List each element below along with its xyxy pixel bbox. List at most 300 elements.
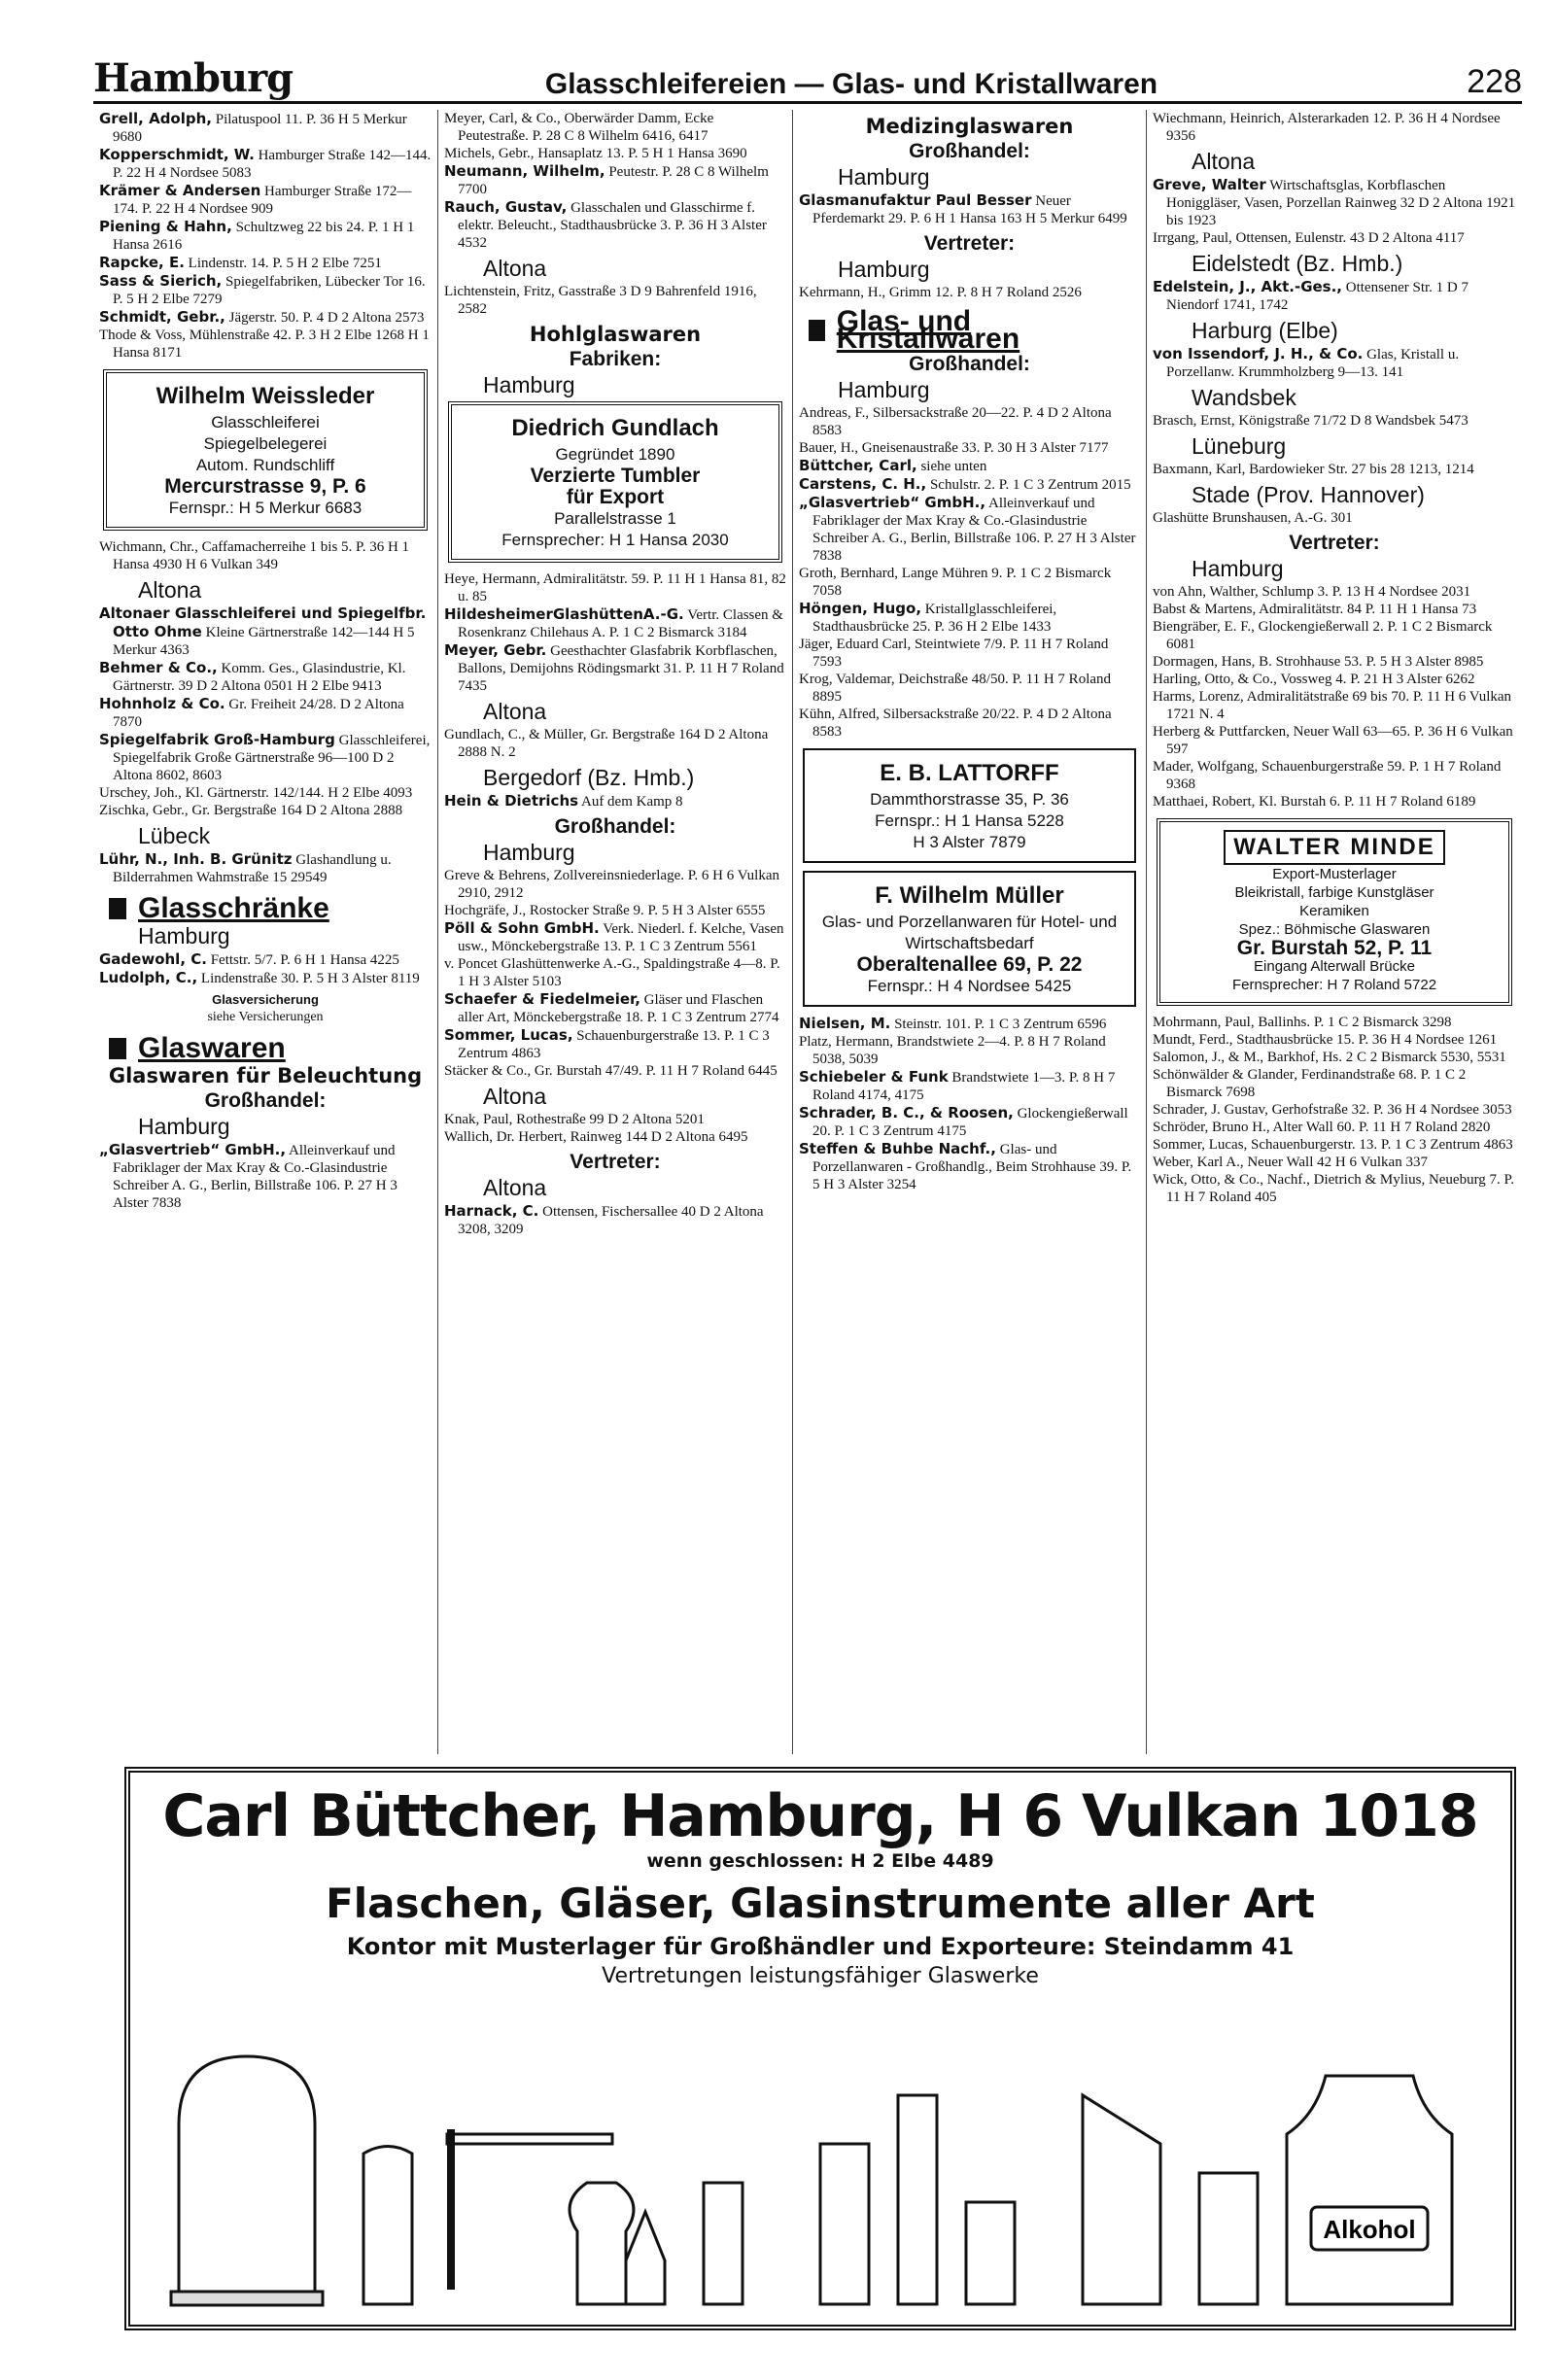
directory-entry: [444, 990, 786, 1026]
directory-entry: [1153, 278, 1516, 314]
entry-name: Sommer, Lucas,: [444, 1026, 573, 1044]
entry-details: Glashandlung u. Bilderrahmen Wahmstraße 15 29549: [113, 852, 392, 885]
tube-icon: [820, 2144, 869, 2304]
section-heading: [109, 1032, 432, 1064]
entry-details: Kristallglasschleiferei, Stadthausbrücke 25. P. 36 H 2 Elbe 1433: [812, 602, 1057, 635]
entry-details: Hamburger Straße 172—174. P. 22 H 4 Nordsee 909: [113, 184, 412, 217]
entry-details: Wallich, Dr. Herbert, Rainweg 144 D 2 Altona 6495: [444, 1129, 748, 1145]
entry-details: Irrgang, Paul, Ottensen, Eulenstr. 43 D 2 Altona 4117: [1153, 230, 1465, 246]
square-bullet-icon: [109, 1038, 126, 1059]
entry-details: Alleinverkauf und Fabriklager der Max Kray & Co.-Glasindustrie Schreiber A. G., Berlin, Billstraße 106. P. 27 H 3 Alster 7838: [812, 496, 1136, 564]
ad-line: für Export: [566, 486, 665, 508]
subheading: Fabriken:: [569, 348, 662, 370]
ad-title: Diedrich Gundlach: [511, 415, 719, 441]
entry-details: Heye, Hermann, Admiralitätstr. 59. P. 11 H 1 Hansa 81, 82 u. 85: [444, 571, 786, 604]
directory-entry: [99, 802, 432, 819]
place-heading: Altona: [483, 256, 547, 281]
entry-name: Krämer & Andersen: [99, 182, 261, 199]
directory-entry: [99, 604, 432, 659]
header-section-title: Glasschleifereien — Glas- und Kristallwaren: [544, 68, 1158, 100]
entry-name: Gadewohl, C.: [99, 950, 207, 968]
entry-details: Meyer, Carl, & Co., Oberwärder Damm, Ecke Peutestraße. P. 28 C 8 Wilhelm 6416, 6417: [444, 111, 714, 144]
entry-details: Gundlach, C., & Müller, Gr. Bergstraße 164 D 2 Altona 2888 N. 2: [444, 727, 769, 760]
page-number: 228: [1467, 63, 1522, 100]
directory-entry: [799, 457, 1140, 475]
glassware-illustration: [159, 2037, 1491, 2309]
entry-name: Höngen, Hugo,: [799, 600, 922, 617]
entry-details: Thode & Voss, Mühlenstraße 42. P. 3 H 2 Elbe 1268 H 1 Hansa 8171: [99, 328, 430, 361]
entry-details: Krog, Valdemar, Deichstraße 48/50. P. 11 H 7 Roland 8895: [799, 672, 1112, 705]
entry-name: Rauch, Gustav,: [444, 198, 568, 216]
entry-name: Schaefer & Fiedelmeier,: [444, 990, 640, 1008]
directory-entry: [1153, 1154, 1516, 1171]
cross-ref-heading: Glasversicherung: [212, 992, 319, 1007]
entry-details: Geesthachter Glasfabrik Korbflaschen, Ballons, Demijohns Rödingsmarkt 31. P. 11 H 7 Roland 7435: [458, 643, 784, 694]
entry-details: Komm. Ges., Glasindustrie, Kl. Gärtnerstr. 39 D 2 Altona 0501 H 2 Elbe 9413: [113, 661, 406, 694]
square-bullet-icon: [109, 898, 126, 919]
entry-name: Kopperschmidt, W.: [99, 146, 255, 163]
entry-details: Harms, Lorenz, Admiralitätstraße 69 bis 70. P. 11 H 6 Vulkan 1721 N. 4: [1153, 689, 1512, 722]
ad-products: Flaschen, Gläser, Glasinstrumente aller Art: [326, 1880, 1315, 1927]
ad-mueller: [803, 871, 1136, 1007]
entry-details: Knak, Paul, Rothestraße 99 D 2 Altona 5201: [444, 1112, 705, 1127]
directory-entry: [1153, 1101, 1516, 1119]
directory-entry: [799, 404, 1140, 439]
directory-entry: [444, 605, 786, 641]
entry-name: Nielsen, M.: [799, 1015, 891, 1032]
entry-details: Michels, Gebr., Hansaplatz 13. P. 5 H 1 Hansa 3690: [444, 146, 747, 161]
directory-entry: [1153, 1014, 1516, 1031]
entry-details: Schrader, J. Gustav, Gerhofstraße 32. P. 36 H 4 Nordsee 3053: [1153, 1102, 1512, 1118]
directory-entry: [1153, 1031, 1516, 1049]
bottle-icon: [966, 2202, 1015, 2304]
directory-entry: [444, 1062, 786, 1080]
entry-details: Herberg & Puttfarcken, Neuer Wall 63—65. P. 36 H 6 Vulkan 597: [1153, 724, 1513, 757]
entry-details: Schauenburgerstraße 13. P. 1 C 3 Zentrum 4863: [458, 1028, 770, 1061]
entry-name: Büttcher, Carl,: [799, 457, 917, 474]
directory-entry: [1153, 461, 1516, 478]
directory-entry: [1153, 583, 1516, 601]
place-heading: Wandsbek: [1192, 385, 1296, 410]
ad-title: E. B. LATTORFF: [880, 760, 1059, 786]
entry-details: Brasch, Ernst, Königstraße 71/72 D 8 Wandsbek 5473: [1153, 413, 1469, 429]
entry-details: Biengräber, E. F., Glockengießerwall 2. P. 1 C 2 Bismarck 6081: [1153, 619, 1493, 652]
bottle-icon: [898, 2095, 937, 2304]
place-heading: Altona: [483, 1084, 547, 1109]
entry-details: Glas- und Porzellanwaren - Großhandlg., Beim Strohhause 39. P. 5 H 3 Alster 3254: [812, 1142, 1132, 1192]
subheading: Großhandel:: [554, 815, 676, 838]
ad-address: Oberaltenallee 69, P. 22: [856, 953, 1083, 976]
ad-line: Keramiken: [1299, 903, 1369, 919]
entry-details: Platz, Hermann, Brandstwiete 2—4. P. 8 H 7 Roland 5038, 5039: [799, 1034, 1106, 1067]
ad-buettcher: [124, 1767, 1516, 2330]
directory-entry: [99, 784, 432, 802]
entry-details: Babst & Martens, Admiralitätstr. 84 P. 11 H 1 Hansa 73: [1153, 602, 1477, 617]
directory-entry: [99, 950, 432, 969]
directory-entry: [99, 731, 432, 784]
entry-details: Weber, Karl A., Neuer Wall 42 H 6 Vulkan 337: [1153, 1155, 1428, 1170]
entry-details: Glashütte Brunshausen, A.-G. 301: [1153, 510, 1353, 526]
directory-columns: [93, 110, 1522, 1754]
entry-name: „Glasvertrieb“ GmbH.,: [799, 494, 986, 511]
directory-entry: [444, 110, 786, 145]
directory-entry: [444, 283, 786, 318]
directory-entry: [444, 792, 786, 811]
directory-entry: [1153, 1171, 1516, 1206]
directory-entry: [99, 218, 432, 254]
subsection-title: Hohlglaswaren: [529, 323, 702, 346]
directory-entry: [99, 1141, 432, 1212]
entry-details: Lindenstr. 14. P. 5 H 2 Elbe 7251: [188, 256, 382, 271]
place-heading: Hamburg: [138, 923, 230, 949]
directory-entry: [799, 1015, 1140, 1033]
section-heading: [109, 892, 432, 924]
ad-line: Spez.: Böhmische Glaswaren: [1238, 921, 1431, 938]
directory-entry: [99, 538, 432, 573]
entry-details: Pilatuspool 11. P. 36 H 5 Merkur 9680: [113, 112, 407, 145]
entry-details: Spiegelfabriken, Lübecker Tor 16. P. 5 H 2 Elbe 7279: [113, 274, 426, 307]
directory-entry: [799, 671, 1140, 706]
bottle-label: Alkohol: [1323, 2215, 1416, 2244]
column-3: [792, 110, 1146, 1754]
directory-entry: [99, 969, 432, 987]
ad-phone: Fernspr.: H 1 Hansa 5228: [875, 811, 1064, 830]
entry-details: Kleine Gärtnerstraße 142—144 H 5 Merkur 4363: [113, 625, 415, 658]
subsection-title: Glaswaren für Beleuchtung: [108, 1064, 423, 1087]
place-heading: Altona: [138, 577, 202, 603]
entry-details: Brandstwiete 1—3. P. 8 H 7 Roland 4174, 4175: [812, 1070, 1116, 1103]
dropper-bottle-icon: [704, 2183, 743, 2304]
place-heading: Hamburg: [1192, 556, 1284, 581]
place-heading: Altona: [1192, 149, 1256, 174]
entry-name: Edelstein, J., Akt.-Ges.,: [1153, 278, 1342, 295]
entry-details: Glasschalen und Glasschirme f. elektr. Beleucht., Stadthausbrücke 3. P. 36 H 3 Alster 4532: [458, 200, 767, 251]
entry-details: siehe unten: [920, 459, 987, 474]
directory-entry: [444, 1111, 786, 1128]
directory-entry: [1153, 1136, 1516, 1154]
page-header: [93, 39, 1522, 104]
place-heading: Bergedorf (Bz. Hmb.): [483, 765, 695, 790]
entry-name: Rapcke, E.: [99, 254, 185, 271]
entry-name: Carstens, C. H.,: [799, 475, 927, 493]
ad-phone: H 3 Alster 7879: [913, 833, 1026, 851]
directory-entry: [99, 327, 432, 362]
directory-entry: [99, 850, 432, 886]
directory-entry: [799, 191, 1140, 227]
place-heading: Harburg (Elbe): [1192, 318, 1338, 343]
column-4: [1146, 110, 1522, 1754]
ad-headline: Carl Büttcher, Hamburg, H 6 Vulkan 1018: [162, 1782, 1478, 1850]
entry-name: Schrader, B. C., & Roosen,: [799, 1104, 1014, 1121]
place-heading: Lüneburg: [1192, 433, 1287, 459]
ad-gundlach: [448, 401, 782, 563]
entry-name: Spiegelfabrik Groß-Hamburg: [99, 731, 335, 748]
entry-details: Kehrmann, H., Grimm 12. P. 8 H 7 Roland 2526: [799, 285, 1082, 300]
entry-details: Ottensen, Fischersallee 40 D 2 Altona 3208, 3209: [458, 1204, 764, 1237]
directory-entry: [444, 162, 786, 198]
entry-details: Andreas, F., Silbersackstraße 20—22. P. 4 D 2 Altona 8583: [799, 405, 1112, 438]
entry-name: von Issendorf, J. H., & Co.: [1153, 345, 1364, 362]
entry-details: Schultzweg 22 bis 24. P. 1 H 1 Hansa 2616: [113, 220, 415, 253]
entry-name: Ludolph, C.,: [99, 969, 198, 986]
directory-entry: [1153, 110, 1516, 145]
ad-phone-alt: wenn geschlossen: H 2 Elbe 4489: [646, 1850, 994, 1872]
entry-details: Stäcker & Co., Gr. Burstah 47/49. P. 11 H 7 Roland 6445: [444, 1063, 778, 1079]
directory-entry: [799, 636, 1140, 671]
ad-line: Glasschleiferei: [211, 413, 320, 431]
directory-entry: [444, 902, 786, 919]
entry-name: Lühr, N., Inh. B. Grünitz: [99, 850, 293, 868]
entry-details: Gläser und Flaschen aller Art, Mönckebergstraße 18. P. 1 C 3 Zentrum 2774: [458, 992, 779, 1025]
place-heading: Hamburg: [838, 164, 930, 190]
ad-phone: Fernsprecher: H 7 Roland 5722: [1231, 977, 1437, 993]
directory-entry: [1153, 176, 1516, 229]
directory-entry: [1153, 723, 1516, 758]
directory-entry: [1153, 1066, 1516, 1101]
bottle-icon: [1199, 2173, 1258, 2304]
entry-details: Groth, Bernhard, Lange Mühren 9. P. 1 C 2 Bismarck 7058: [799, 566, 1112, 599]
entry-details: Gr. Freiheit 24/28. D 2 Altona 7870: [113, 697, 404, 730]
directory-entry: [99, 308, 432, 327]
entry-name: Pöll & Sohn GmbH.: [444, 919, 600, 937]
subheading: Vertreter:: [923, 232, 1016, 255]
entry-details: Bauer, H., Gneisenaustraße 33. P. 30 H 3 Alster 7177: [799, 440, 1109, 456]
ad-line: Glas- und Porzellanwaren für Hotel- und Wirtschaftsbedarf: [821, 913, 1118, 952]
directory-entry: [99, 146, 432, 182]
flask-icon: [570, 2183, 634, 2304]
directory-entry: [99, 695, 432, 731]
place-heading: Eidelstedt (Bz. Hmb.): [1192, 251, 1403, 276]
directory-entry: [444, 198, 786, 252]
entry-details: Dormagen, Hans, B. Strohhause 53. P. 5 H 3 Alster 8985: [1153, 654, 1484, 670]
ad-address: Gr. Burstah 52, P. 11: [1236, 937, 1433, 959]
directory-entry: [444, 1026, 786, 1062]
subheading: Vertreter:: [1289, 532, 1380, 554]
ad-line: Bleikristall, farbige Kunstgläser: [1234, 884, 1434, 901]
directory-entry: [99, 182, 432, 218]
directory-entry: [1153, 601, 1516, 618]
directory-entry: [799, 1068, 1140, 1104]
entry-name: Harnack, C.: [444, 1202, 539, 1220]
entry-details: Sommer, Lucas, Schauenburgerstr. 13. P. 1 C 3 Zentrum 4863: [1153, 1137, 1513, 1153]
directory-entry: [799, 1033, 1140, 1068]
directory-entry: [444, 1202, 786, 1238]
directory-entry: [99, 110, 432, 146]
directory-entry: [799, 565, 1140, 600]
directory-entry: [1153, 688, 1516, 723]
subheading: Großhandel:: [909, 353, 1030, 375]
directory-entry: [1153, 793, 1516, 811]
entry-name: Behmer & Co.,: [99, 659, 218, 676]
entry-details: Auf dem Kamp 8: [580, 794, 683, 810]
ad-phone: Fernspr.: H 4 Nordsee 5425: [867, 977, 1072, 995]
place-heading: Hamburg: [483, 840, 575, 865]
entry-details: Hochgräfe, J., Rostocker Straße 9. P. 5 H 3 Alster 6555: [444, 903, 766, 918]
entry-details: Baxmann, Karl, Bardowieker Str. 27 bis 28 1213, 1214: [1153, 462, 1474, 477]
ad-line: Spiegelbelegerei: [203, 434, 328, 453]
subheading: Großhandel:: [909, 140, 1030, 162]
directory-entry: [799, 1104, 1140, 1140]
place-heading: Hamburg: [838, 377, 930, 402]
place-heading: Altona: [483, 699, 547, 724]
ad-title: F. Wilhelm Müller: [875, 882, 1064, 909]
section-title: Glas- und Kristallwaren: [836, 305, 1020, 355]
cross-ref: siehe Versicherungen: [207, 1010, 324, 1024]
entry-details: Steinstr. 101. P. 1 C 3 Zentrum 6596: [894, 1017, 1107, 1032]
directory-entry: [799, 475, 1140, 494]
entry-details: Greve & Behrens, Zollvereinsniederlage. P. 6 H 6 Vulkan 2910, 2912: [444, 868, 779, 901]
ad-phone: Fernspr.: H 5 Merkur 6683: [168, 499, 363, 517]
entry-details: Peutestr. P. 28 C 8 Wilhelm 7700: [458, 164, 769, 197]
subheading: Vertreter:: [570, 1151, 661, 1173]
place-heading: Hamburg: [138, 1114, 230, 1139]
entry-name: Piening & Hahn,: [99, 218, 232, 235]
entry-name: HildesheimerGlashüttenA.-G.: [444, 605, 684, 623]
entry-name: Schiebeler & Funk: [799, 1068, 949, 1086]
entry-details: Glasschleiferei, Spiegelfabrik Große Gärtnerstraße 96—100 D 2 Altona 8602, 8603: [113, 733, 431, 783]
directory-entry: [99, 272, 432, 308]
directory-entry: [799, 494, 1140, 565]
column-2: [437, 110, 792, 1754]
directory-entry: [1153, 618, 1516, 653]
entry-details: Alleinverkauf und Fabriklager der Max Kray & Co.-Glasindustrie Schreiber A. G., Berlin, Billstraße 106. P. 27 H 3 Alster 7838: [113, 1143, 397, 1211]
place-heading: Stade (Prov. Hannover): [1192, 482, 1425, 507]
directory-entry: [444, 570, 786, 605]
place-heading: Hamburg: [483, 372, 575, 397]
directory-entry: [1153, 412, 1516, 430]
entry-details: Lichtenstein, Fritz, Gasstraße 3 D 9 Bahrenfeld 1916, 2582: [444, 284, 757, 317]
entry-details: Mundt, Ferd., Stadthausbrücke 15. P. 36 H 4 Nordsee 1261: [1153, 1032, 1498, 1048]
ad-weissleder: [103, 369, 428, 531]
entry-details: Wiechmann, Heinrich, Alsterarkaden 12. P. 36 H 4 Nordsee 9356: [1153, 111, 1501, 144]
entry-details: Fettstr. 5/7. P. 6 H 1 Hansa 4225: [210, 952, 399, 968]
entry-details: von Ahn, Walther, Schlump 3. P. 13 H 4 Nordsee 2031: [1153, 584, 1471, 600]
entry-details: Zischka, Gebr., Gr. Bergstraße 164 D 2 Altona 2888: [99, 803, 403, 818]
ad-address: Parallelstrasse 1: [554, 509, 676, 528]
entry-details: Kühn, Alfred, Silbersackstraße 20/22. P. 4 D 2 Altona 8583: [799, 707, 1112, 740]
directory-entry: [444, 955, 786, 990]
entry-details: Ottensener Str. 1 D 7 Niendorf 1741, 1742: [1166, 280, 1469, 313]
ad-address: Dammthorstrasse 35, P. 36: [870, 790, 1069, 809]
directory-entry: [1153, 345, 1516, 381]
entry-details: Wick, Otto, & Co., Nachf., Dietrich & Mylius, Neueburg 7. P. 11 H 7 Roland 405: [1153, 1172, 1514, 1205]
ad-lattorff: [803, 748, 1136, 863]
entry-name: „Glasvertrieb“ GmbH.,: [99, 1141, 287, 1158]
entry-name: Schmidt, Gebr.,: [99, 308, 225, 326]
directory-entry: [99, 659, 432, 695]
directory-entry: [444, 726, 786, 761]
ad-line: Gegründet 1890: [555, 445, 675, 464]
entry-details: Verk. Niederl. f. Kelche, Vasen usw., Mönckebergstraße 13. P. 1 C 3 Zentrum 5561: [458, 921, 784, 954]
cylinder-icon: [363, 2147, 412, 2305]
place-heading: Altona: [483, 1175, 547, 1200]
entry-details: Wirtschaftsglas, Korbflaschen Honiggläser, Vasen, Porzellan Rainweg 32 D 2 Altona 1921 bis 1923: [1166, 178, 1516, 228]
section-heading: [809, 305, 1140, 355]
ad-address: Mercurstrasse 9, P. 6: [164, 475, 366, 498]
directory-entry: [1153, 229, 1516, 247]
section-title: Glaswaren: [138, 1032, 286, 1064]
directory-entry: [1153, 1049, 1516, 1066]
entry-name: Neumann, Wilhelm,: [444, 162, 605, 180]
place-heading: Hamburg: [838, 257, 930, 282]
square-bullet-icon: [809, 320, 825, 341]
entry-details: Jägerstr. 50. P. 4 D 2 Altona 2573: [228, 310, 425, 326]
entry-name: Grell, Adolph,: [99, 110, 212, 127]
directory-entry: [444, 641, 786, 695]
directory-entry: [444, 145, 786, 162]
entry-details: Harling, Otto, & Co., Vossweg 4. P. 21 H 3 Alster 6262: [1153, 672, 1475, 687]
entry-details: Vertr. Classen & Rosenkranz Chilehaus A. P. 1 C 2 Bismarck 3184: [458, 607, 783, 640]
entry-name: Greve, Walter: [1153, 176, 1266, 193]
bottle-icon: [1083, 2095, 1160, 2304]
entry-name: Glasmanufaktur Paul Besser: [799, 191, 1032, 209]
subsection-title: Medizinglaswaren: [865, 115, 1074, 138]
entry-name: Steffen & Buhbe Nachf.,: [799, 1140, 996, 1157]
entry-details: Mohrmann, Paul, Ballinhs. P. 1 C 2 Bismarck 3298: [1153, 1015, 1452, 1030]
column-1: [93, 110, 437, 1754]
alcohol-bottle-icon: [1287, 2076, 1452, 2304]
directory-entry: [1153, 758, 1516, 793]
ad-line: Verzierte Tumbler: [530, 465, 701, 487]
entry-details: Urschey, Joh., Kl. Gärtnerstr. 142/144. H 2 Elbe 4093: [99, 785, 413, 801]
directory-entry: [444, 867, 786, 902]
directory-entry: [1153, 653, 1516, 671]
directory-entry: [799, 284, 1140, 301]
subheading: Großhandel:: [204, 1089, 327, 1112]
ad-title: Wilhelm Weissleder: [156, 383, 375, 409]
entry-name: Sass & Sierich,: [99, 272, 223, 290]
directory-entry: [444, 919, 786, 955]
ad-phone: Fernsprecher: H 1 Hansa 2030: [501, 531, 729, 549]
directory-entry: [99, 254, 432, 272]
entry-details: Glockengießerwall 20. P. 1 C 3 Zentrum 4175: [812, 1106, 1128, 1139]
entry-details: Hamburger Straße 142—144. P. 22 H 4 Nordsee 5083: [113, 148, 432, 181]
directory-entry: [444, 1128, 786, 1146]
bell-jar-icon: [179, 2056, 315, 2304]
entry-details: Schulstr. 2. P. 1 C 3 Zentrum 2015: [929, 477, 1131, 493]
ad-title: WALTER MINDE: [1224, 830, 1445, 865]
stopper-icon: [626, 2212, 665, 2304]
entry-details: Schönwälder & Glander, Ferdinandstraße 68. P. 1 C 2 Bismarck 7698: [1153, 1067, 1467, 1100]
header-city: Hamburg: [93, 55, 294, 101]
ad-line: Autom. Rundschliff: [195, 456, 335, 474]
directory-entry: [1153, 671, 1516, 688]
section-title: Glasschränke: [138, 892, 329, 924]
entry-details: Jäger, Eduard Carl, Steintwiete 7/9. P. 11 H 7 Roland 7593: [799, 637, 1109, 670]
ad-minde: [1157, 818, 1512, 1006]
ad-line: Export-Musterlager: [1272, 866, 1397, 882]
ad-office: Kontor mit Musterlager für Großhändler und Exporteure: Steindamm 41: [346, 1933, 1295, 1960]
ad-tagline: Vertretungen leistungsfähiger Glaswerke: [602, 1964, 1039, 1988]
entry-name: Meyer, Gebr.: [444, 641, 547, 659]
entry-details: Lindenstraße 30. P. 5 H 3 Alster 8119: [200, 971, 420, 986]
directory-entry: [799, 439, 1140, 457]
directory-entry: [799, 1140, 1140, 1193]
place-heading: Lübeck: [138, 823, 211, 848]
entry-details: Schröder, Bruno H., Alter Wall 60. P. 11 H 7 Roland 2820: [1153, 1120, 1491, 1135]
directory-entry: [1153, 1119, 1516, 1136]
entry-details: Neuer Pferdemarkt 29. P. 6 H 1 Hansa 163 H 5 Merkur 6499: [812, 193, 1127, 226]
ad-line: Eingang Alterwall Brücke: [1254, 958, 1415, 975]
directory-entry: [1153, 509, 1516, 527]
directory-entry: [799, 706, 1140, 741]
entry-details: Glas, Kristall u. Porzellanw. Krummholzberg 9—13. 141: [1166, 347, 1460, 380]
entry-details: Wichmann, Chr., Caffamacherreihe 1 bis 5. P. 36 H 1 Hansa 4930 H 6 Vulkan 349: [99, 539, 410, 572]
directory-entry: [799, 600, 1140, 636]
entry-details: Mader, Wolfgang, Schauenburgerstraße 59. P. 1 H 7 Roland 9368: [1153, 759, 1502, 792]
entry-details: Matthaei, Robert, Kl. Burstah 6. P. 11 H 7 Roland 6189: [1153, 794, 1476, 810]
entry-details: v. Poncet Glashüttenwerke A.-G., Spaldingstraße 4—8. P. 1 H 3 Alster 5103: [444, 956, 780, 989]
